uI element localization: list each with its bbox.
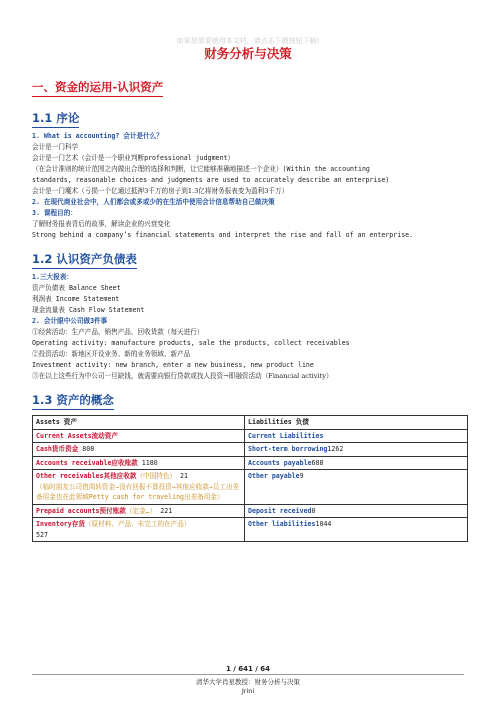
asset-cell [33,456,245,470]
footer-divider [32,674,464,675]
paragraph: 现金流量表 Cash Flow Statement [32,306,145,314]
paragraph: ③在以上这些行为中公司一旦缺钱，就需要向银行贷款或找人投资→即融资活动（Financial activity） [32,372,333,380]
asset-note: （原材料、产品、未完工的在产品） [84,520,191,528]
assets-header: Assets 资产 [33,416,245,430]
paragraph: 会计是一门魔术（亏损一个亿通过抵押3千万的房子到1.3亿将财务报表变为盈利3千万） [32,187,289,195]
paragraph: ②投资活动：新地区开设业务、新的业务领域、新产品 [32,350,191,358]
asset-cell [33,470,245,505]
asset-cell [33,518,245,542]
liability-label: Other liabilities [248,520,316,528]
question-1: 1.三大报表： [32,273,73,281]
asset-label: Inventory存货 [36,520,85,528]
liabilities-header: Liabilities 负债 [245,416,468,430]
liability-label: Short-term borrowing [248,445,328,453]
asset-label: Prepaid accounts预付账款 [36,506,126,515]
asset-value: 527 [36,530,48,539]
paragraph: standards, reasonable choices and judgments are used to accurately describe an enterprise) [32,176,390,184]
liability-value: 688 [311,458,324,467]
asset-cell [33,504,245,518]
question-3: 3. 课程目的： [32,209,77,217]
liability-cell [245,504,468,518]
paragraph: （在会计准则的统计范围之内做出合理的选择和判断，让它能够准确地描述一个企业）(Within the accounting [32,165,370,173]
document-body [32,76,468,542]
paragraph: 会计是一门科学 [32,143,79,151]
paragraph: Strong behind a company’s financial statements and interpret the rise and fall of an enterprise. [32,231,414,239]
table-row [33,518,468,542]
liability-value: 0 [311,506,316,515]
subsection-heading: 1.3 资产的概念 [32,392,114,410]
asset-note: （中国特色） [136,472,177,480]
liability-label: Other payable [248,472,300,480]
asset-value: 221 [160,506,173,515]
asset-explanation: （临时朋友公司借周转资金→没有回报不算投资→其他应收款→员工出差备用金也在此领域Petty cash for traveling出差备用金） [36,482,240,501]
section-1-2 [32,248,468,382]
paragraph: ①经营活动：生产产品、销售产品、回收货款（每天进行） [32,328,204,336]
asset-label: Accounts receivable应收账款 [36,458,138,467]
liability-value: 1262 [327,445,344,453]
subsection-heading: 1.2 认识资产负债表 [32,251,137,269]
asset-value: 1180 [141,458,158,467]
liability-cell [245,470,468,505]
paragraph: Operating activity: manufacture products, sale the products, collect receivables [32,339,350,347]
liability-cell [245,456,468,470]
asset-note: （定金…） [125,506,157,515]
paragraph: 了解财务报表背后的故事，解读企业的兴衰变化 [32,220,171,228]
section-1-3 [32,389,468,542]
liability-cell [245,518,468,542]
asset-label: Other receivables其他应收款 [36,472,137,480]
section-1-1 [32,107,468,241]
paragraph: 利润表 Income Statement [32,295,120,303]
paragraph: 会计是一门艺术（会计是一个职业判断professional judgment） [32,154,235,162]
table-row [33,456,468,470]
question-2: 2. 在现代商业社会中，人们都会或多或少的在生活中使用会计信息帮助自己做决策 [32,198,275,206]
liability-label: Deposit received [248,506,312,515]
liability-label: Accounts payable [248,458,312,467]
asset-value: 21 [180,472,188,480]
asset-label: Cash货币资金 [36,445,79,453]
question-1: 1. What is accounting? 会计是什么？ [32,132,163,140]
table-row [33,470,468,505]
table-row [33,443,468,457]
balance-sheet-table [32,415,468,542]
section-heading: 一、资金的运用-认识资产 [32,79,163,97]
liability-value: 9 [299,472,304,480]
subsection-heading: 1.1 序论 [32,110,79,128]
asset-cell [33,443,245,457]
paragraph: Investment activity: new branch, enter a new business, new product line [32,361,314,369]
document-title: 财务分析与决策 [204,46,292,61]
table-header-row [33,416,468,430]
current-assets-header: Current Assets流动资产 [33,429,245,443]
liability-cell [245,443,468,457]
paragraph: 资产负债表 Balance Sheet [32,284,121,292]
page-number: 1 / 641 / 64 [225,665,271,673]
question-2: 2. 会计眼中公司做3件事 [32,317,108,325]
download-watermark: 如果您需要使用本文档，请点击下载按钮下载! [176,37,320,45]
footer-user: Jrini [241,687,255,695]
asset-value: 808 [82,445,95,453]
table-subheader-row [33,429,468,443]
table-row [33,504,468,518]
current-liabilities-header: Current Liabilities [245,429,468,443]
liability-value: 1044 [315,520,332,528]
footer-text: 清华大学肖星教授：财务分析与决策 [196,678,300,686]
